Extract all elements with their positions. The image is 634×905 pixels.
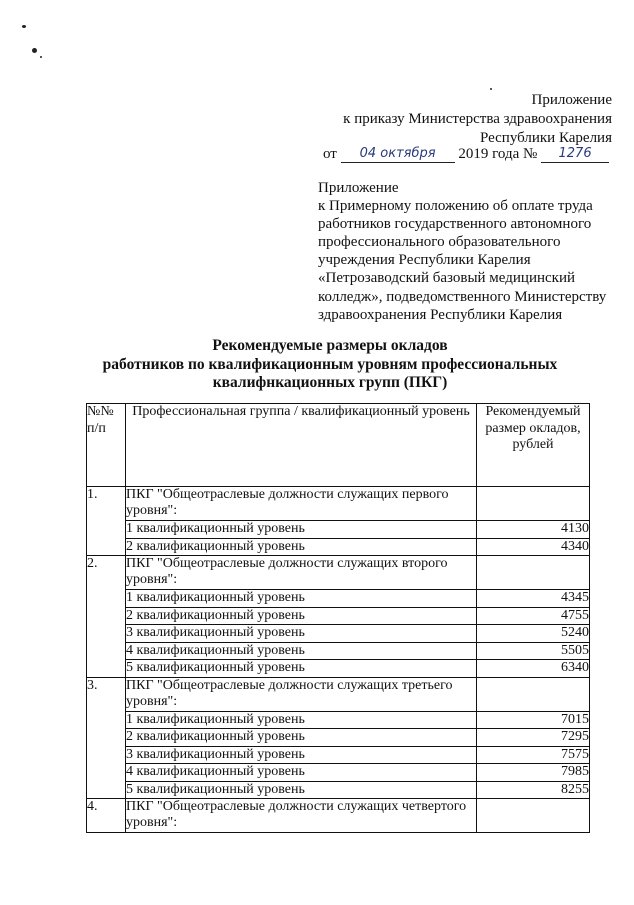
- level-label: 5 квалификационный уровень: [126, 660, 477, 678]
- table-row: [87, 781, 590, 799]
- group-row: [87, 556, 590, 590]
- table-row: [87, 729, 590, 747]
- level-value: 8255: [477, 781, 590, 799]
- appendix-line: Республики Карелия: [479, 130, 612, 146]
- level-value: 7295: [477, 729, 590, 747]
- scan-speck: [40, 56, 42, 58]
- table-header-row: [87, 404, 590, 487]
- table-row: [87, 625, 590, 643]
- level-value: 4340: [477, 538, 590, 556]
- level-label: 1 квалификационный уровень: [126, 711, 477, 729]
- level-value: 7985: [477, 764, 590, 782]
- group-title: ПКГ "Общеотраслевые должности служащих четвертого уровня":: [126, 799, 477, 833]
- order-year-text: 2019 года №: [458, 146, 538, 162]
- appendix2-title: Приложение: [318, 180, 399, 196]
- level-label: 4 квалификационный уровень: [126, 642, 477, 660]
- appendix-title: Приложение: [531, 92, 612, 108]
- level-label: 5 квалификационный уровень: [126, 781, 477, 799]
- title-line: Рекомендуемые размеры окладов: [212, 337, 448, 354]
- appendix2-line: профессионального образовательного: [318, 234, 561, 251]
- table-row: [87, 660, 590, 678]
- table-row: [87, 521, 590, 539]
- group-value-empty: [477, 799, 590, 833]
- table-row: [87, 764, 590, 782]
- table-row: [87, 642, 590, 660]
- order-date-handwritten: 04 октября: [341, 146, 455, 163]
- appendix2-line: колледж», подведомственного Министерству: [318, 288, 607, 305]
- header-value: Рекомендуемый размер окладов, рублей: [477, 404, 590, 487]
- appendix-to-regulation: [318, 179, 618, 324]
- title-line: работников по квалификационным уровням профессиональных: [102, 355, 558, 373]
- level-label: 2 квалификационный уровень: [126, 607, 477, 625]
- appendix2-line: к Примерному положению об оплате труда: [318, 198, 593, 215]
- scan-speck: [22, 25, 26, 28]
- level-value: 7015: [477, 711, 590, 729]
- level-value: 6340: [477, 660, 590, 678]
- table-row: [87, 746, 590, 764]
- scan-speck: [490, 88, 492, 90]
- group-num: 2.: [87, 556, 126, 678]
- order-date-line: [323, 145, 609, 164]
- title-line: квалифнкационных групп (ПКГ): [212, 374, 448, 391]
- appendix2-line: здравоохранения Республики Карелия: [318, 306, 563, 323]
- scan-speck: [32, 48, 37, 53]
- level-label: 2 квалификационный уровень: [126, 538, 477, 556]
- table-row: [87, 590, 590, 608]
- document-title: [90, 337, 570, 393]
- level-label: 3 квалификационный уровень: [126, 746, 477, 764]
- header-num: №№ п/п: [87, 404, 126, 487]
- salary-table: [86, 403, 590, 833]
- group-num: 4.: [87, 799, 126, 833]
- group-title: ПКГ "Общеотраслевые должности служащих второго уровня":: [126, 556, 477, 590]
- group-value-empty: [477, 487, 590, 521]
- level-value: 5240: [477, 625, 590, 643]
- level-value: 4345: [477, 590, 590, 608]
- level-value: 4755: [477, 607, 590, 625]
- order-number-handwritten: 1276: [541, 146, 609, 163]
- table-row: [87, 538, 590, 556]
- level-label: 1 квалификационный уровень: [126, 521, 477, 539]
- level-label: 3 квалификационный уровень: [126, 625, 477, 643]
- appendix-line: к приказу Министерства здравоохранения: [343, 111, 612, 127]
- group-num: 3.: [87, 677, 126, 799]
- group-row: [87, 799, 590, 833]
- level-label: 2 квалификационный уровень: [126, 729, 477, 747]
- level-value: 5505: [477, 642, 590, 660]
- group-value-empty: [477, 677, 590, 711]
- group-title: ПКГ "Общеотраслевые должности служащих третьего уровня":: [126, 677, 477, 711]
- appendix2-line: «Петрозаводский базовый медицинский: [318, 270, 575, 287]
- level-label: 4 квалификационный уровень: [126, 764, 477, 782]
- appendix2-line: учреждения Республики Карелия: [318, 252, 531, 269]
- group-row: [87, 677, 590, 711]
- group-value-empty: [477, 556, 590, 590]
- level-value: 4130: [477, 521, 590, 539]
- level-label: 1 квалификационный уровень: [126, 590, 477, 608]
- appendix2-line: работников государственного автономного: [318, 216, 592, 233]
- appendix-header: [343, 91, 612, 148]
- group-title: ПКГ "Общеотраслевые должности служащих первого уровня":: [126, 487, 477, 521]
- level-value: 7575: [477, 746, 590, 764]
- group-row: [87, 487, 590, 521]
- order-from-label: от: [323, 146, 337, 162]
- group-num: 1.: [87, 487, 126, 556]
- table-row: [87, 711, 590, 729]
- header-group: Профессиональная группа / квалификационный уровень: [126, 404, 477, 487]
- table-row: [87, 607, 590, 625]
